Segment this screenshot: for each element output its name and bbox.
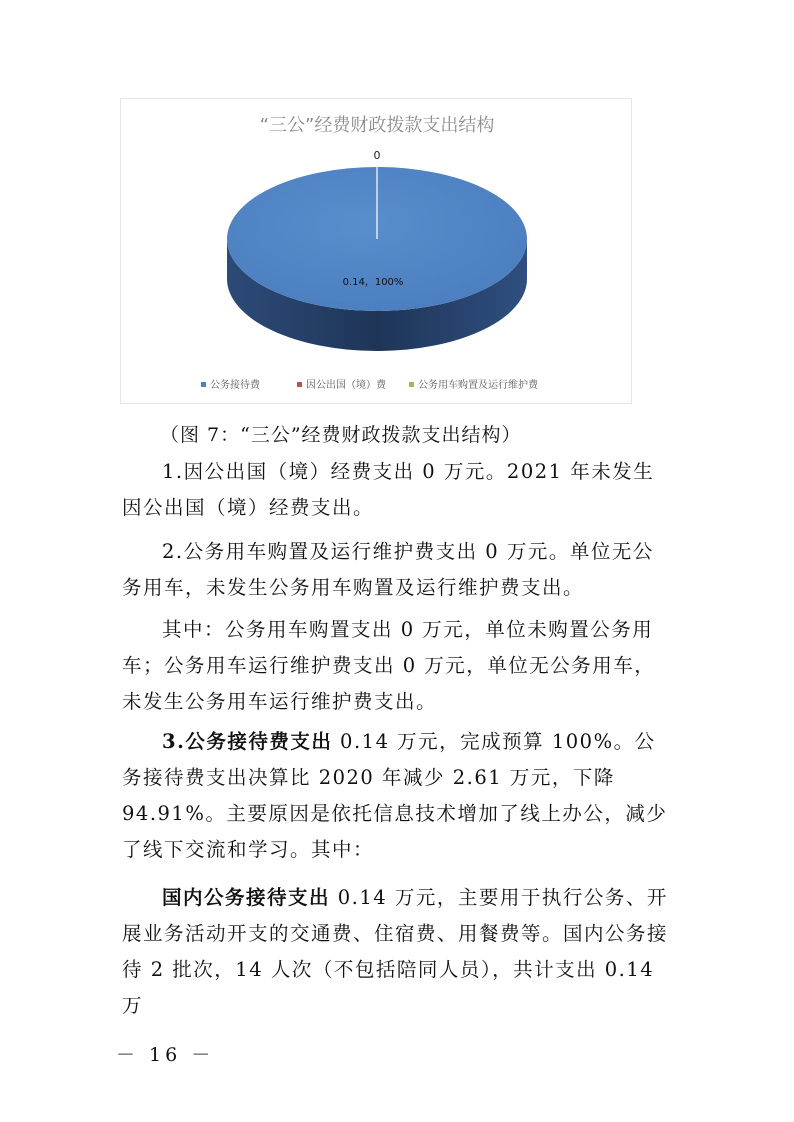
pie-chart: [120, 98, 632, 404]
paragraph-3: [122, 612, 672, 720]
paragraph-5-heading: 国内公务接待支出: [162, 886, 331, 909]
paragraph-4-heading: 3.公务接待费支出: [162, 730, 333, 753]
paragraph-5: [122, 880, 672, 1024]
figure-caption: （图 7：“三公”经费财政拨款支出结构）: [160, 424, 522, 446]
paragraph-1: [122, 454, 672, 526]
data-label-main: 0.14，100%: [342, 277, 404, 288]
legend-swatch-公务接待费: [201, 382, 206, 387]
data-label-zero: 0: [373, 149, 381, 162]
paragraph-2: [122, 534, 672, 606]
legend-label-公务接待费: 公务接待费: [210, 380, 260, 391]
legend-swatch-公务用车: [409, 382, 414, 387]
chart-title: “三公”经费财政拨款支出结构: [259, 115, 495, 136]
page-number: － 16 －: [116, 1044, 215, 1066]
paragraph-5-text: 0.14 万元，主要用于执行公务、开展业务活动开支的交通费、住宿费、用餐费等。国内公务接待 2 批次，14 人次（不包括陪同人员），共计支出 0.14 万: [122, 886, 669, 1017]
paragraph-2-text: 2.公务用车购置及运行维护费支出 0 万元。单位无公务用车，未发生公务用车购置及运行维护费支出。: [122, 540, 654, 599]
paragraph-4: [122, 724, 672, 868]
legend-label-因公出国: 因公出国（境）费: [306, 380, 386, 391]
pie-chart-svg: [121, 99, 633, 405]
paragraph-3-text: 其中：公务用车购置支出 0 万元，单位未购置公务用车；公务用车运行维护费支出 0 万元，单位无公务用车，未发生公务用车运行维护费支出。: [122, 618, 656, 713]
paragraph-4-text: 0.14 万元，完成预算 100%。公务接待费支出决算比 2020 年减少 2.61 万元，下降 94.91%。主要原因是依托信息技术增加了线上办公，减少了线下交流和学习。其中：: [122, 730, 668, 861]
legend-swatch-因公出国: [297, 382, 302, 387]
legend-label-公务用车: 公务用车购置及运行维护费: [418, 380, 538, 391]
paragraph-1-text: 1.因公出国（境）经费支出 0 万元。2021 年未发生因公出国（境）经费支出。: [122, 460, 655, 519]
